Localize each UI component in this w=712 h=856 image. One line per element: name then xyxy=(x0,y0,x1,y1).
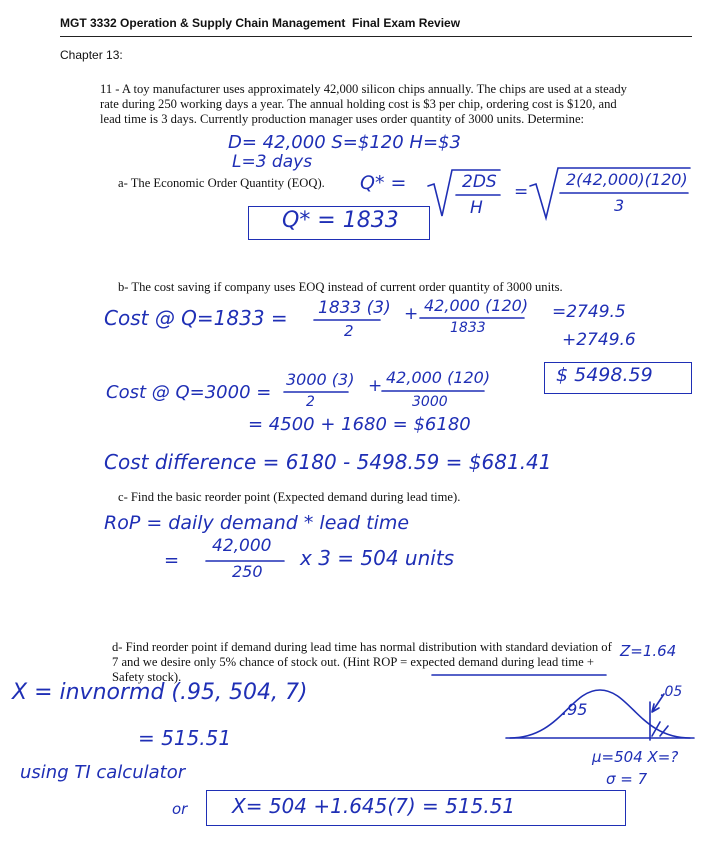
eoq-sub-numerator: 2(42,000)(120) xyxy=(566,170,688,189)
cost-difference: Cost difference = 6180 - 5498.59 = $681.41 xyxy=(104,450,552,474)
mean-label: μ=504 X=? xyxy=(592,748,679,766)
cost-1833-label: Cost @ Q=1833 = xyxy=(104,306,288,330)
sigma-label: σ = 7 xyxy=(606,770,648,788)
final-formula: X= 504 +1.645(7) = 515.51 xyxy=(232,794,516,818)
rop-result: x 3 = 504 units xyxy=(300,546,455,570)
cost-1833-ordering-den: 1833 xyxy=(450,320,486,336)
cost-1833-plus: + xyxy=(404,304,419,324)
eoq-radical xyxy=(428,170,500,216)
rop-denominator: 250 xyxy=(232,562,263,581)
rop-numerator: 42,000 xyxy=(212,536,272,556)
normal-curve xyxy=(510,690,690,738)
rop-formula: RoP = daily demand * lead time xyxy=(104,512,410,534)
cost-1833-ordering-num: 42,000 (120) xyxy=(424,296,529,315)
cost-3000-ordering-den: 3000 xyxy=(412,394,448,410)
doc-title: Final Exam Review xyxy=(352,16,461,30)
curve-tail-label: .05 xyxy=(660,684,683,700)
invnorm-expression: X = invnormd (.95, 504, 7) xyxy=(12,680,308,705)
rop-equals: = xyxy=(164,550,180,571)
z-value: Z=1.64 xyxy=(620,642,677,660)
tail-arrow xyxy=(652,694,664,712)
or-label: or xyxy=(172,800,188,818)
cost-1833-holding-den: 2 xyxy=(344,322,354,340)
eoq-denominator: H xyxy=(470,198,483,218)
curve-area-label: .95 xyxy=(562,700,588,719)
givens-line-1: D= 42,000 S=$120 H=$3 xyxy=(228,132,461,153)
invnorm-result: = 515.51 xyxy=(138,726,232,750)
using-ti-note: using TI calculator xyxy=(20,762,186,783)
cost-3000-line-2: = 4500 + 1680 = $6180 xyxy=(248,414,471,435)
eoq-answer: Q* = 1833 xyxy=(282,208,399,233)
cost-3000-label: Cost @ Q=3000 = xyxy=(106,382,272,403)
cost-3000-holding-num: 3000 (3) xyxy=(286,370,355,389)
eoq-formula-lhs: Q* = xyxy=(360,172,407,194)
part-b-text: b- The cost saving if company uses EOQ instead of current order quantity of 3000 units. xyxy=(118,280,563,294)
chapter-label: Chapter 13: xyxy=(60,48,123,62)
part-a-text: a- The Economic Order Quantity (EOQ). xyxy=(118,176,325,190)
cost-1833-result-1: =2749.5 xyxy=(552,302,626,322)
cost-3000-ordering-num: 42,000 (120) xyxy=(386,368,491,387)
givens-line-2: L=3 days xyxy=(232,152,313,172)
tail-hatch-1 xyxy=(652,722,660,736)
cost-1833-total: $ 5498.59 xyxy=(556,364,653,386)
cost-1833-holding-num: 1833 (3) xyxy=(318,298,391,318)
course-title: MGT 3332 Operation & Supply Chain Management xyxy=(60,16,346,30)
problem-stem: 11 - A toy manufacturer uses approximately 42,000 silicon chips annually. The chips are used at a steady rate during 250 working days a year. The annual holding cost is $3 per chip, ordering cost is $120, and lead time is 3 days. Currently production manager uses order quantity of 3000 units. Determine: xyxy=(100,82,627,126)
part-d-text: d- Find reorder point if demand during lead time has normal distribution with standard deviation of 7 and we desire only 5% chance of stock out. (Hint ROP = expected demand during lead time + Safety stock). xyxy=(112,640,612,684)
eoq-equals: = xyxy=(514,182,529,202)
eoq-sub-denominator: 3 xyxy=(614,196,625,215)
cost-3000-plus: + xyxy=(368,376,383,396)
cost-1833-result-2: +2749.6 xyxy=(562,330,636,350)
cost-3000-holding-den: 2 xyxy=(306,394,315,410)
part-c-text: c- Find the basic reorder point (Expected demand during lead time). xyxy=(118,490,461,504)
eoq-numerator: 2DS xyxy=(462,172,497,192)
